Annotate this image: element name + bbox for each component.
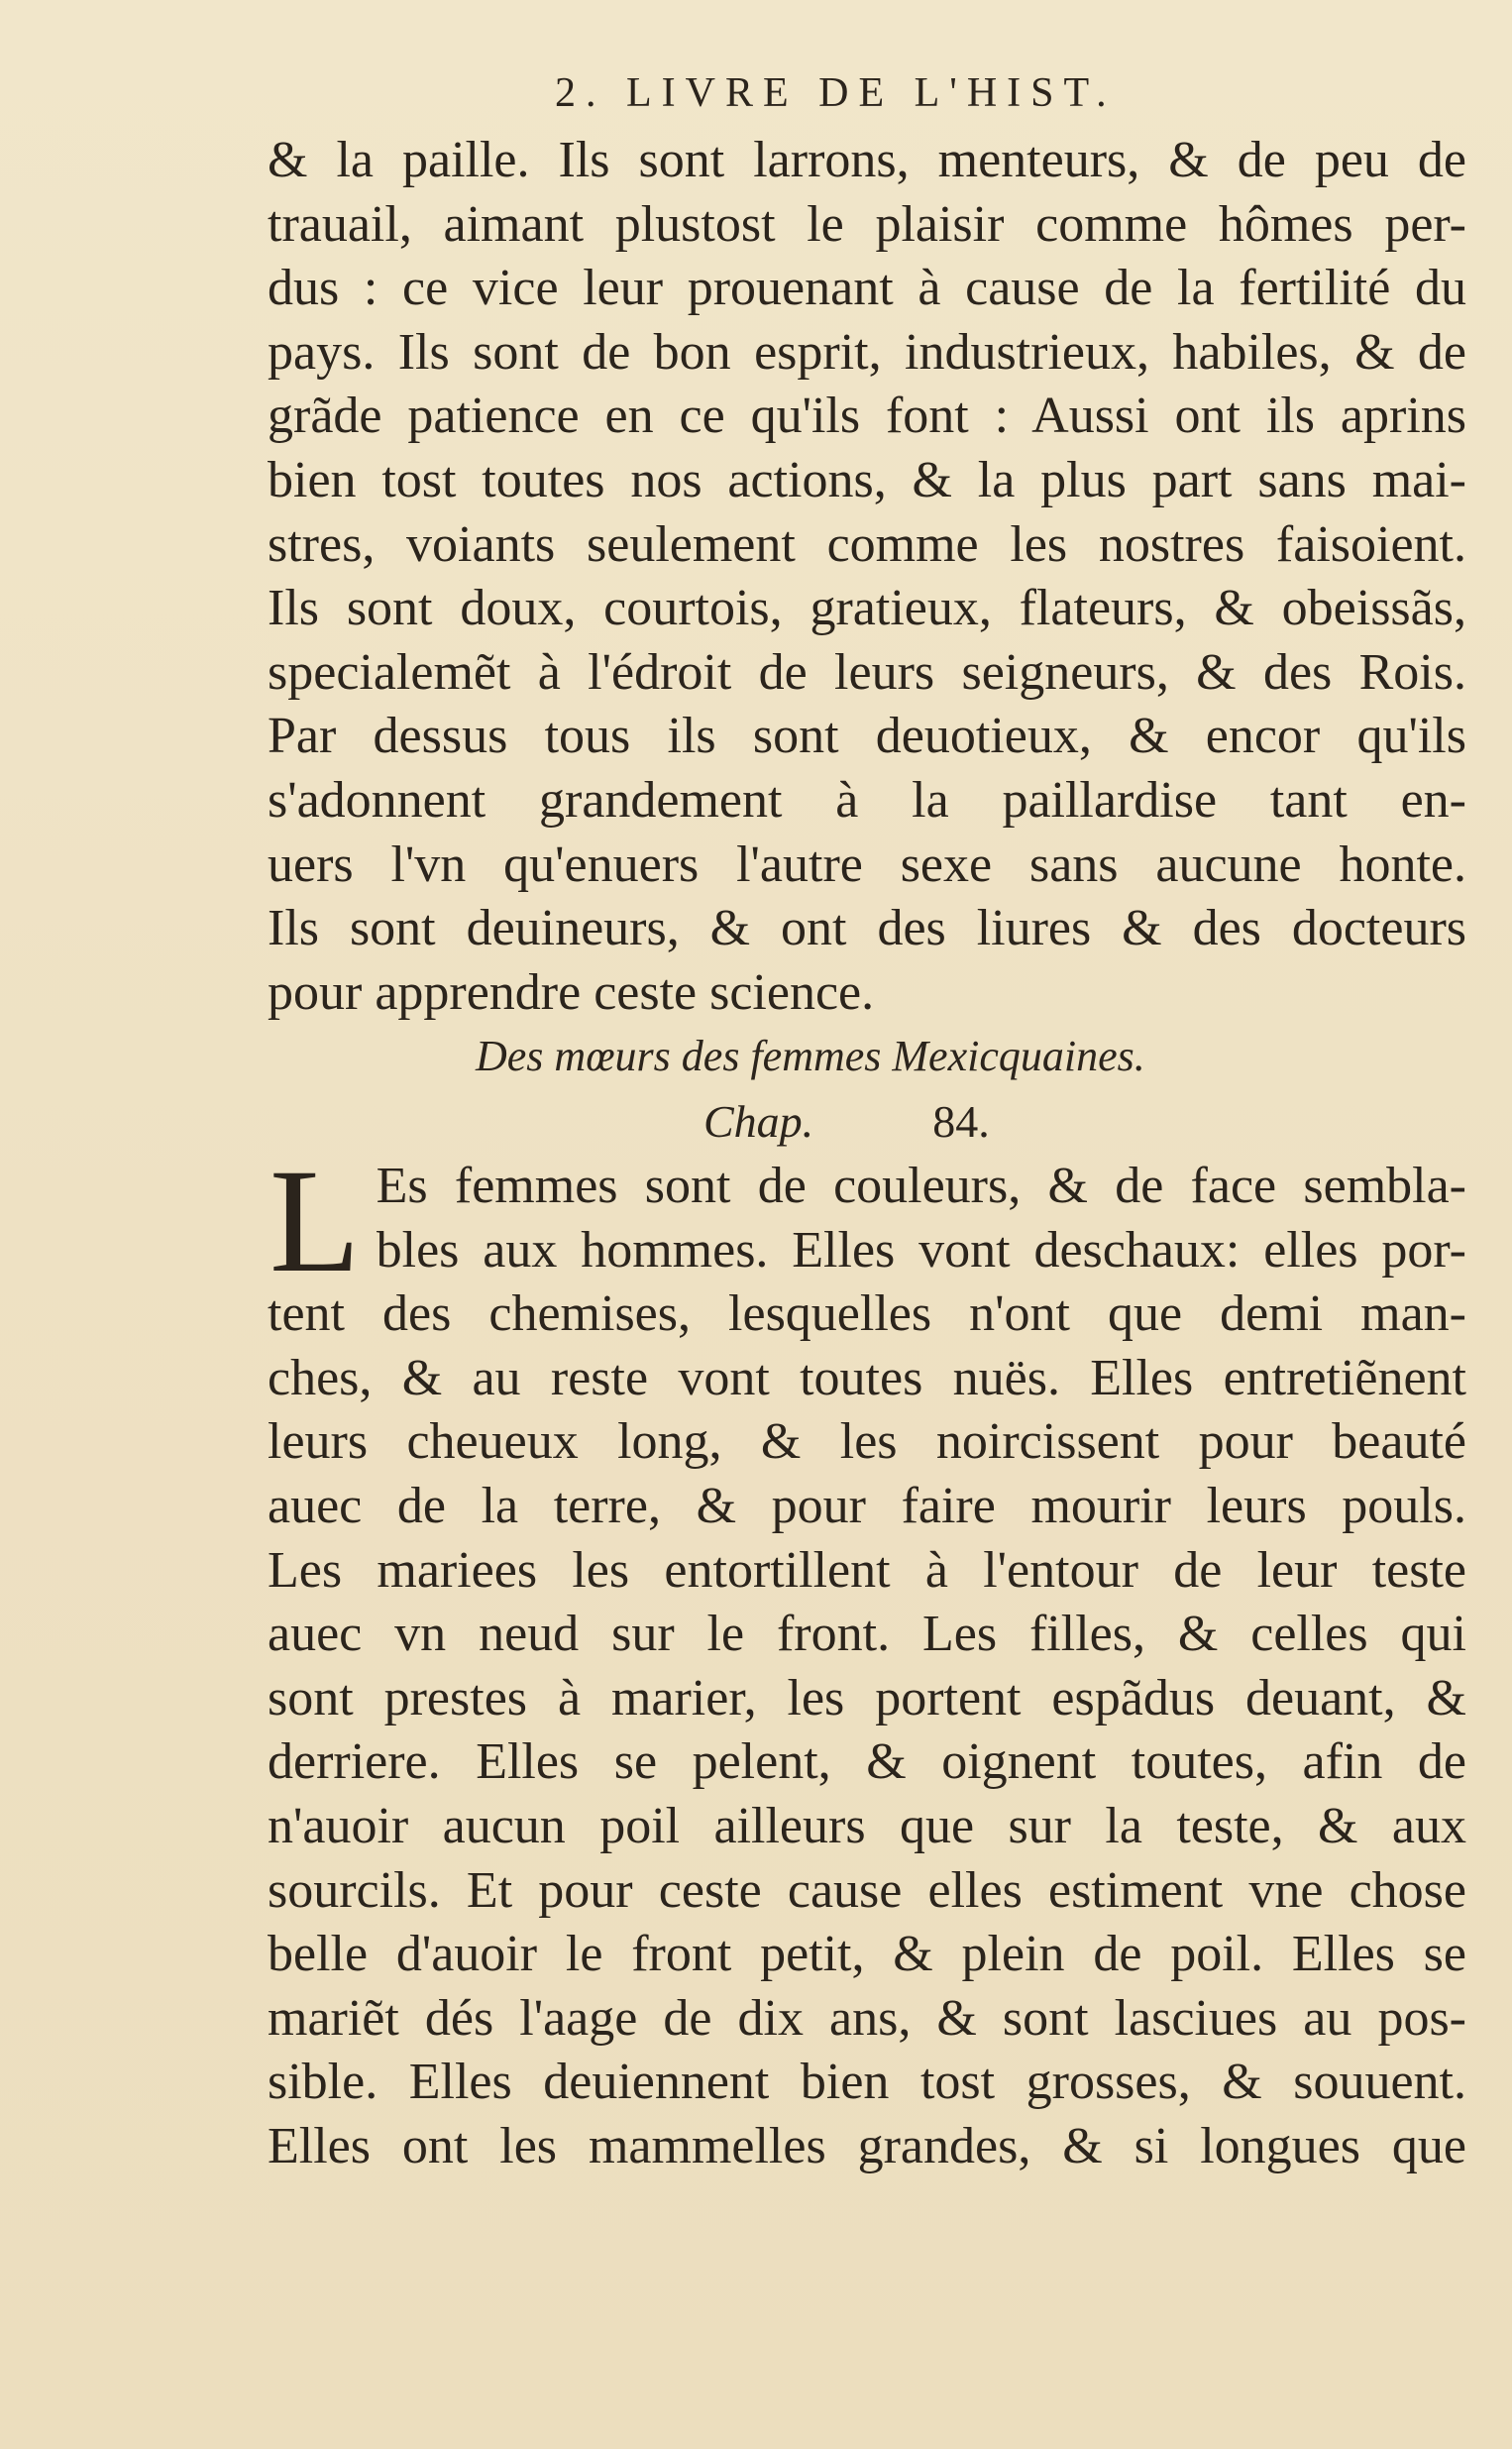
text-line: & la paille. Ils sont larrons, menteurs, & de peu de: [268, 132, 1466, 188]
text-line: stres, voiants seulement comme les nostres faisoient.: [268, 515, 1466, 573]
chapter-heading: [703, 1095, 1298, 1148]
text-line: s'adonnent grandement à la paillardise tant en-: [268, 771, 1466, 829]
text-line: bien tost toutes nos actions, & la plus part sans mai-: [268, 451, 1466, 508]
text-line: auec vn neud sur le front. Les filles, & celles qui: [268, 1606, 1466, 1663]
text-line: sont prestes à marier, les portent espãdus deuant, &: [268, 1669, 1466, 1726]
text-line: sible. Elles deuiennent bien tost grosses, & souuent.: [268, 2054, 1466, 2111]
text-line: pour apprendre ceste science.: [268, 963, 875, 1021]
paragraph-2: [268, 1139, 1466, 2179]
text-line: belle d'auoir le front petit, & plein de poil. Elles se: [268, 1926, 1466, 1983]
text-line: Elles ont les mammelles grandes, & si longues que: [268, 2117, 1466, 2174]
text-line: grãde patience en ce qu'ils font : Aussi ont ils aprins: [268, 388, 1466, 445]
text-line: trauail, aimant plustost le plaisir comme hômes per-: [268, 195, 1466, 253]
text-line: pays. Ils sont de bon esprit, industrieux, habiles, & de: [268, 323, 1466, 381]
text-line: uers l'vn qu'enuers l'autre sexe sans aucune honte.: [268, 835, 1466, 893]
text-line: bles aux hommes. Elles vont deschaux: elles por-: [376, 1221, 1466, 1279]
text-line: sourcils. Et pour ceste cause elles estiment vne chose: [268, 1861, 1466, 1919]
chapter-title: Des mœurs des femmes Mexicquaines.: [476, 1032, 1145, 1080]
text-line: Es femmes sont de couleurs, & de face sembla-: [376, 1158, 1466, 1214]
text-line: Ils sont deuineurs, & ont des liures & des docteurs: [268, 900, 1466, 957]
text-line: leurs cheueux long, & les noircissent pour beauté: [268, 1413, 1466, 1471]
chapter-number: 84.: [932, 1096, 990, 1147]
text-line: ches, & au reste vont toutes nuës. Elles entretiẽnent: [268, 1349, 1466, 1406]
text-line: n'auoir aucun poil ailleurs que sur la teste, & aux: [268, 1797, 1466, 1854]
paragraph-1: [268, 129, 1466, 1025]
text-line: Les mariees les entortillent à l'entour de leur teste: [268, 1541, 1466, 1599]
text-line: dus : ce vice leur prouenant à cause de la fertilité du: [268, 260, 1466, 317]
text-line: tent des chemises, lesquelles n'ont que demi man-: [268, 1285, 1466, 1343]
text-line: auec de la terre, & pour faire mourir leurs pouls.: [268, 1477, 1466, 1534]
text-line: Ils sont doux, courtois, gratieux, flateurs, & obeissãs,: [268, 580, 1466, 637]
text-line: Par dessus tous ils sont deuotieux, & encor qu'ils: [268, 708, 1466, 765]
text-line: mariẽt dés l'aage de dix ans, & sont lasciues au pos-: [268, 1989, 1466, 2047]
chapter-label: Chap.: [703, 1096, 814, 1147]
text-line: specialemẽt à l'édroit de leurs seigneurs, & des Rois.: [268, 643, 1466, 701]
text-line: derriere. Elles se pelent, & oignent toutes, afin de: [268, 1733, 1466, 1791]
running-head: 2. LIVRE DE L'HIST.: [555, 70, 1117, 116]
drop-cap: L: [270, 1139, 361, 1303]
